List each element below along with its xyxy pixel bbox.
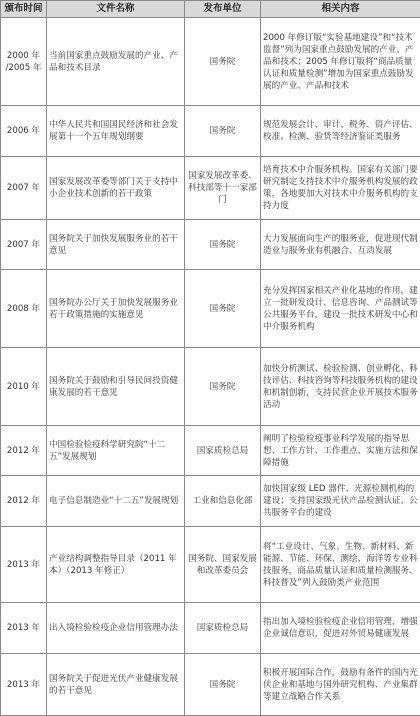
name-cell: 国务院关于促进光伏产业健康发展的若干意见 [47, 654, 185, 716]
table-body [1, 18, 420, 716]
name-cell: 国务院关于加快发展服务业的若干意见 [47, 220, 185, 270]
content-cell: 积极开展国际合作，鼓励有条件的国内光伏企业和基地与国外研究机构、产业集群等建立战略合作关系 [261, 654, 420, 716]
date-cell: 2013 年 [1, 603, 47, 654]
name-cell: 电子信息制造业“十二五”发展规划 [47, 476, 185, 527]
content-cell: 指出加入境检验检疫企业信用管理，增强企业诚信意识，促进对外贸易健康发展 [261, 603, 420, 654]
table-row [1, 270, 420, 348]
content-cell: 将“工业设计、气象、生物、新材料、新能源、节能、环保、测绘、海洋等专业科技服务，商品质量认证和质量检测服务、科技普及”列入鼓励类产业范围 [261, 527, 420, 603]
issuer-cell: 国务院 [185, 18, 261, 106]
issuer-cell: 国务院 [185, 654, 261, 716]
table-row [1, 426, 420, 476]
issuer-cell: 国务院 [185, 270, 261, 348]
date-cell: 2012 年 [1, 426, 47, 476]
issuer-cell: 工业和信息化部 [185, 476, 261, 527]
header-row [1, 1, 420, 18]
issuer-cell: 国家质检总局 [185, 603, 261, 654]
table-row [1, 157, 420, 220]
date-cell: 2013 年 [1, 527, 47, 603]
table-row [1, 603, 420, 654]
date-cell: 2000 年 /2005 年 [1, 18, 47, 106]
name-cell: 中华人民共和国国民经济和社会发展第十一个五年规划纲要 [47, 106, 185, 157]
issuer-cell: 国务院、国家发展和改革委员会 [185, 527, 261, 603]
content-cell: 充分发挥国家相关产业化基地的作用，建立一批研发设计、信息咨询、产品测试等公共服务平台，建设一批技术研发中心和中介服务机构 [261, 270, 420, 348]
date-cell: 2007 年 [1, 157, 47, 220]
date-cell: 2006 年 [1, 106, 47, 157]
date-cell: 2013 年 [1, 654, 47, 716]
date-cell: 2008 年 [1, 270, 47, 348]
table-row [1, 476, 420, 527]
issuer-cell: 国家质检总局 [185, 426, 261, 476]
content-cell: 2000 年修订版“实验基地建设”和“技术监督”列为国家重点鼓励发展的产业、产品和技术；2005 年修订版将“商品质量认证和质量检测”增加为国家重点鼓励发展的产业、产品和技术 [261, 18, 420, 106]
content-cell: 规范发展会计、审计、税务、资产评估、校准、检测、验货等经济鉴证类服务 [261, 106, 420, 157]
content-cell: 阐明了检验检疫事业科学发展的指导思想、工作方针、工作重点、实施方法和保障措施 [261, 426, 420, 476]
header-date: 颁布时间 [1, 1, 47, 18]
header-name: 文件名称 [47, 1, 185, 18]
header-content: 相关内容 [261, 1, 420, 18]
date-cell: 2010 年 [1, 348, 47, 426]
name-cell: 出入境检验检疫企业信用管理办法 [47, 603, 185, 654]
table-row [1, 18, 420, 106]
content-cell: 大力发展面向生产的服务业，促进现代制造业与服务业有机融合、互动发展 [261, 220, 420, 270]
name-cell: 国务院办公厅关于加快发展服务业若干政策措施的实施意见 [47, 270, 185, 348]
name-cell: 中国检验检疫科学研究院“十二五”发展规划 [47, 426, 185, 476]
name-cell: 国家发展改革委等部门关于支持中小企业技术创新的若干政策 [47, 157, 185, 220]
date-cell: 2012 年 [1, 476, 47, 527]
table-row [1, 106, 420, 157]
table-row [1, 527, 420, 603]
table-header [1, 1, 420, 18]
content-cell: 培育技术中介服务机构。国家有关部门要研究制定支持技术中介服务机构发展的政策，各地要加大对技术中介服务机构的支持力度 [261, 157, 420, 220]
issuer-cell: 国务院 [185, 348, 261, 426]
table-row [1, 654, 420, 716]
content-cell: 加快分析测试、检验检测、创业孵化、科技评估、科技咨询等科技服务机构的建设和机制创新，支持民营企业开展技术服务活动 [261, 348, 420, 426]
name-cell: 当前国家重点鼓励发展的产业、产品和技术目录 [47, 18, 185, 106]
name-cell: 产业结构调整指导目录（2011 年本）（2013 年修正） [47, 527, 185, 603]
name-cell: 国务院关于鼓励和引导民间投资健康发展的若干意见 [47, 348, 185, 426]
issuer-cell: 国务院 [185, 220, 261, 270]
header-issuer: 发布单位 [185, 1, 261, 18]
content-cell: 加快国家级 LED 器件、光源检测机构的建设；支持国家级光伏产品检测认证、公共服务平台的建设 [261, 476, 420, 527]
issuer-cell: 国家发展改革委、科技部等十一家部门 [185, 157, 261, 220]
table-row [1, 220, 420, 270]
date-cell: 2007 年 [1, 220, 47, 270]
issuer-cell: 国务院 [185, 106, 261, 157]
table-row [1, 348, 420, 426]
